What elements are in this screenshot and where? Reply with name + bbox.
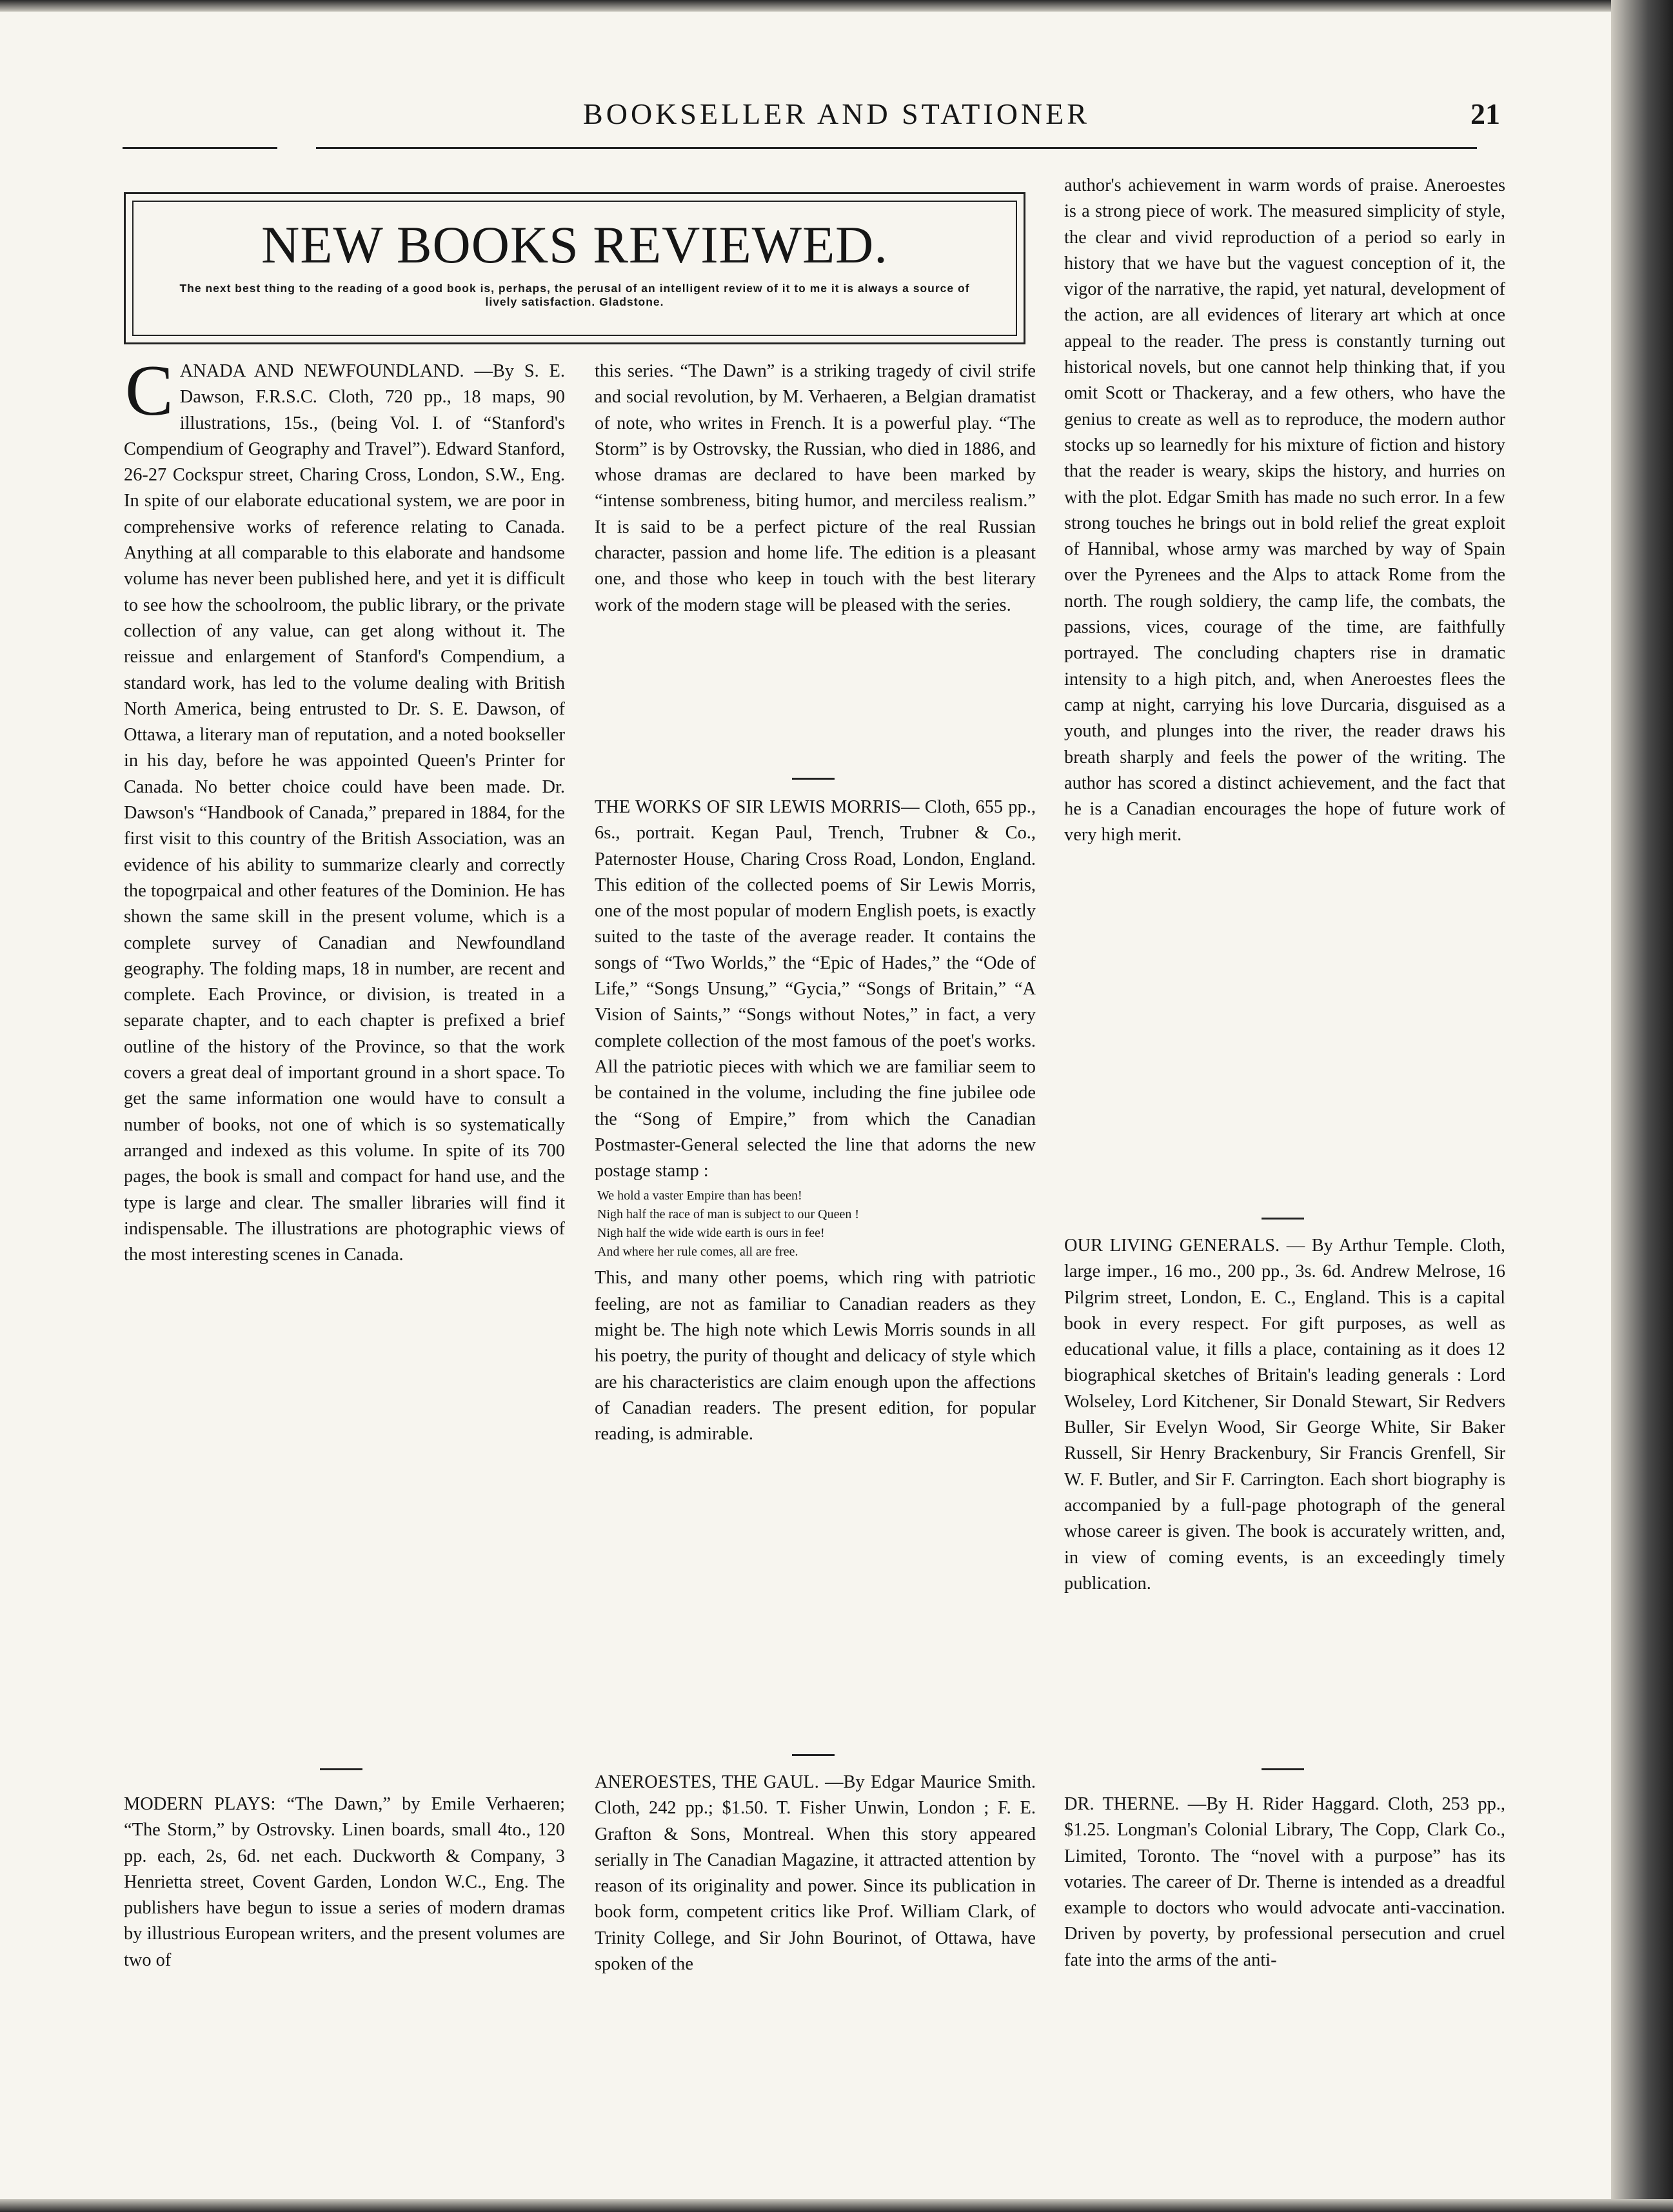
- review-body: — By Arthur Temple. Cloth, large imper., 16 mo., 200 pp., 3s. 6d. Andrew Melrose, 16 Pilgrim street, London, E. C., England. This is a capital book in every respect. For gift purposes, as well as educational value, it fills a place, containing as it does 12 biographical sketches of Britain's leading generals : Lord Wolseley, Lord Kitchener, Sir Donald Stewart, Sir Redvers Buller, Sir Evelyn Wood, Sir George White, Sir Baker Russell, Sir Henry Brackenbury, Sir Francis Grenfell, Sir W. F. Butler, and Sir F. Carrington. Each short biography is accompanied by a full-page photograph of the general whose career is given. The book is accurately written, and, in view of coming events, is an exceedingly timely publication.: [1064, 1236, 1505, 1594]
- review-body: —By Edgar Maurice Smith. Cloth, 242 pp.; $1.50. T. Fisher Unwin, London ; F. E. Grafton & Sons, Montreal. When this story appeared serially in The Canadian Magazine, it attracted attention by reason of its originality and power. Since its publication in book form, competent critics like Prof. William Clark, of Trinity College, and Sir John Bourinot, of Ottawa, have spoken of the: [595, 1772, 1036, 1975]
- verse-line: And where her rule comes, all are free.: [597, 1245, 798, 1259]
- review-canada-newfoundland: [124, 351, 565, 1268]
- separator-rule: [1262, 1218, 1304, 1220]
- review-modern-plays: [124, 1792, 565, 1973]
- verse-line: Nigh half the wide wide earth is ours in fee!: [597, 1226, 825, 1241]
- running-header-title: BOOKSELLER AND STATIONER: [583, 97, 1090, 130]
- separator-rule: [792, 1754, 835, 1756]
- header-rule-right: [316, 147, 1477, 149]
- section-title-inner-frame: [132, 201, 1017, 336]
- scan-edge-bottom: [0, 2199, 1673, 2212]
- review-title: ANADA AND NEWFOUNDLAND.: [179, 361, 464, 381]
- review-title: OUR LIVING GENERALS.: [1064, 1236, 1280, 1256]
- separator-rule: [792, 778, 835, 780]
- review-body: author's achievement in warm words of praise. Aneroestes is a strong piece of work. The measured simplicity of style, the clear and vivid reproduction of a period so early in history that we have but the vaguest conception of it, the vigor of the narrative, the rapid, yet natural, development of the action, are all evidences of literary art which at once appeal to the reader. The press is constantly turning out historical novels, but one cannot help thinking that, if you omit Scott or Thackeray, and a few others, who have the genius to create as well as to reproduce, the modern author stocks up so learnedly for his mixture of fiction and history that the reader is weary, skips the history, and hurries on with the plot. Edgar Smith has made no such error. In a few strong touches he brings out in bold relief the great exploit of Hannibal, whose army was marched by way of Spain over the Pyrenees and the Alps to attack Rome from the north. The rough soldiery, the camp life, the combats, the passions, vices, courage of the time, are faithfully portrayed. The concluding chapters rise in dramatic intensity to a high pitch, and, when Aneroestes flees the camp at night, carrying his love Durcaria, disguised as a youth, and plunges into the river, the reader draws his breath sharply and feels the power of the writing. The author has scored a distinct achievement, and the fact that he is a Canadian encourages the hope of future work of very high merit.: [1064, 175, 1505, 845]
- separator-rule: [1262, 1768, 1304, 1770]
- separator-rule: [320, 1768, 362, 1770]
- review-lewis-morris: [595, 795, 1036, 1448]
- review-body: this series. “The Dawn” is a striking tragedy of civil strife and social revolution, by M. Verhaeren, a Belgian dramatist of note, who writes in French. It is a powerful play. “The Storm” is by Ostrovsky, the Russian, who died in 1886, and whose dramas are declared to have been marked by “intense sombreness, biting humor, and merciless realism.” It is said to be a perfect picture of the real Russian character, passion and home life. The edition is a pleasant one, and those who keep in touch with the best literary work of the modern stage will be pleased with the series.: [595, 361, 1036, 615]
- section-title-box: [124, 192, 1025, 344]
- review-title: THE WORKS OF SIR LEWIS MORRIS—: [595, 797, 920, 817]
- scan-edge-top: [0, 0, 1673, 12]
- review-body: —By H. Rider Haggard. Cloth, 253 pp., $1.25. Longman's Colonial Library, The Copp, Clark Co., Limited, Toronto. The “novel with a purpose” has its votaries. The career of Dr. Therne is intended as a dreadful example to doctors who would advocate anti-vaccination. Driven by poverty, by professional persecution and cruel fate into the arms of the anti-: [1064, 1794, 1505, 1970]
- page-number: 21: [1470, 97, 1500, 130]
- section-title: NEW BOOKS REVIEWED.: [261, 215, 888, 274]
- review-title: DR. THERNE.: [1064, 1794, 1180, 1814]
- header-rule-left: [123, 147, 277, 149]
- review-our-living-generals: [1064, 1233, 1505, 1597]
- review-body: Cloth, 655 pp., 6s., portrait. Kegan Paul, Trench, Trubner & Co., Paternoster House, Charing Cross Road, London, England. This edition of the collected poems of Sir Lewis Morris, one of the most popular of modern English poets, is exactly suited to the taste of the average reader. It contains the songs of “Two Worlds,” the “Epic of Hades,” the “Ode of Life,” “Songs Unsung,” “Gycia,” “Songs of Britain,” “A Vision of Saints,” “Songs without Notes,” in fact, a very complete collection of the most famous of the poet's works. All the patriotic pieces with which we are familiar seem to be contained in the volume, including the fine jubilee ode the “Song of Empire,” from which the Canadian Postmaster-General selected the line that adorns the new postage stamp :: [595, 797, 1036, 1181]
- review-aneroestes-continued: [1064, 173, 1505, 849]
- verse-line: We hold a vaster Empire than has been!: [597, 1189, 802, 1203]
- review-body: “The Dawn,” by Emile Verhaeren; “The Storm,” by Ostrovsky. Linen boards, small 4to., 120 pp. each, 2s, 6d. net each. Duckworth & Company, 3 Henrietta street, Covent Garden, London W.C., Eng. The publishers have begun to issue a series of modern dramas by illustrious European writers, and the present volumes are two of: [124, 1794, 565, 1970]
- verse-line: Nigh half the race of man is subject to our Queen !: [597, 1207, 859, 1222]
- review-body-continued: This, and many other poems, which ring with patriotic feeling, are not as familiar to Canadian readers as they might be. The high note which Lewis Morris sounds in all his poetry, the purity of thought and delicacy of style which are his characteristics are claim enough upon the affections of Canadian readers. The present edition, for popular reading, is admirable.: [595, 1268, 1036, 1445]
- review-title: MODERN PLAYS:: [124, 1794, 276, 1814]
- review-modern-plays-continued: [595, 359, 1036, 618]
- scan-edge-right: [1611, 0, 1673, 2212]
- drop-cap: C: [125, 351, 173, 431]
- review-title: ANEROESTES, THE GAUL.: [595, 1772, 819, 1792]
- review-dr-therne: [1064, 1792, 1505, 1973]
- epigraph-quote: The next best thing to the reading of a good book is, perhaps, the perusal of an intelligent review of it to me it is always a source of lively satisfaction. Gladstone.: [179, 282, 970, 308]
- review-aneroestes: [595, 1770, 1036, 1977]
- verse-quotation: [595, 1187, 1036, 1261]
- review-body: —By S. E. Dawson, F.R.S.C. Cloth, 720 pp., 18 maps, 90 illustrations, 15s., (being Vol. I. of “Stanford's Compendium of Geography and Travel”). Edward Stanford, 26-27 Cockspur street, Charing Cross, London, S.W., Eng. In spite of our elaborate educational system, we are poor in comprehensive works of reference relating to Canada. Anything at all comparable to this elaborate and handsome volume has never been published here, and yet it is difficult to see how the schoolroom, the public library, or the private collection of any value, can get along without it. The reissue and enlargement of Stanford's Compendium, a standard work, has led to the volume dealing with British North America, being entrusted to Dr. S. E. Dawson, of Ottawa, a literary man of reputation, and a noted bookseller in his day, before he was appointed Queen's Printer for Canada. No better choice could have been made. Dr. Dawson's “Handbook of Canada,” prepared in 1884, for the first visit to this country of the British Association, was an evidence of his ability to summarize clearly and correctly the topogrpaical and other features of the Dominion. He has shown the same skill in the present volume, which is a complete survey of Canadian and Newfoundland geography. The folding maps, 18 in number, are recent and complete. Each Province, or division, is treated in a separate chapter, and to each chapter is prefixed a brief outline of the history of the Province, so that the work covers a great deal of important ground in a short space. To get the same information one would have to consult a number of books, not one of which is so systematically arranged and indexed as this volume. In spite of its 700 pages, the book is small and compact for hand use, and the type is large and clear. The smaller libraries will find it indispensable. The illustrations are photographic views of the most interesting scenes in Canada.: [124, 361, 565, 1265]
